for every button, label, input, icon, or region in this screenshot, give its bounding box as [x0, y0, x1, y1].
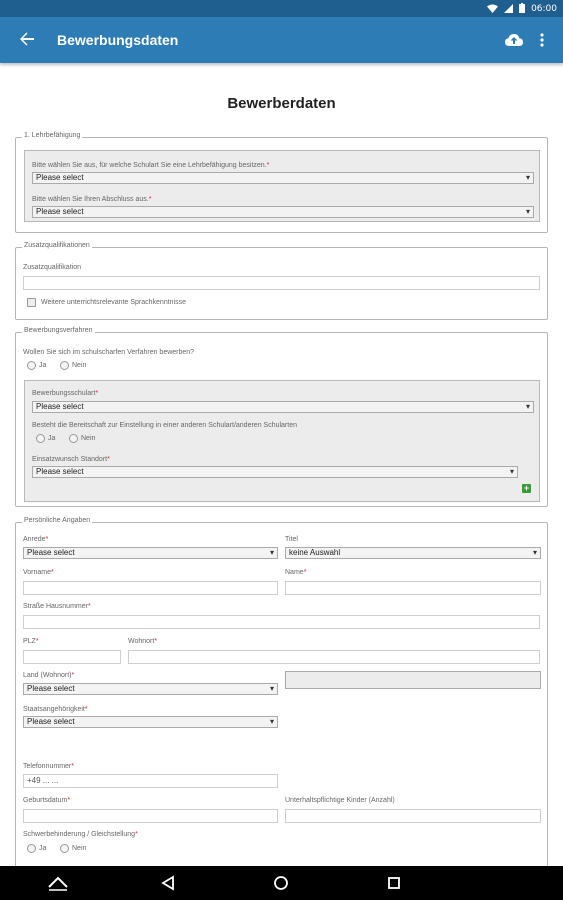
- strasse-input[interactable]: [23, 615, 540, 629]
- section-zusatzqualifikationen: [15, 242, 548, 320]
- radio-label: Nein: [72, 845, 87, 852]
- radio-label: Ja: [39, 845, 47, 852]
- wohnort-label: Wohnort*: [128, 638, 158, 645]
- standort-select[interactable]: Please select ▾: [32, 466, 518, 478]
- section-persoenliche-angaben: [15, 517, 548, 866]
- bewerbungsschulart-label: Bewerbungsschulart*: [32, 390, 99, 397]
- schwerbehinderung-label: Schwerbehinderung / Gleichstellung*: [23, 831, 138, 838]
- nav-back-icon[interactable]: [157, 873, 181, 893]
- strasse-label: Straße Hausnummer*: [23, 603, 91, 610]
- navigation-bar: [0, 866, 563, 900]
- plz-label: PLZ*: [23, 638, 39, 645]
- geburtsdatum-input[interactable]: [23, 809, 278, 823]
- signal-icon: [504, 4, 513, 15]
- name-label: Name*: [285, 569, 307, 576]
- sprachkenntnisse-checkbox[interactable]: [27, 298, 186, 307]
- schulscharf-ja-radio[interactable]: [27, 361, 46, 370]
- radio-label: Ja: [48, 435, 56, 442]
- bewerbungsschulart-select[interactable]: Please select ▾: [32, 401, 534, 413]
- land-other-input[interactable]: [285, 671, 541, 689]
- section-legend: Persönliche Angaben: [24, 517, 91, 524]
- schwerbehinderung-ja-radio[interactable]: [27, 844, 46, 853]
- wohnort-input[interactable]: [128, 650, 540, 664]
- geburtsdatum-label: Geburtsdatum*: [23, 797, 71, 804]
- wifi-icon: [487, 4, 498, 15]
- battery-icon: [519, 3, 525, 15]
- app-title: Bewerbungsdaten: [57, 32, 179, 48]
- kinder-label: Unterhaltspflichtige Kinder (Anzahl): [285, 797, 395, 804]
- kinder-input[interactable]: [285, 809, 541, 823]
- nav-keyboard-hide-icon[interactable]: [46, 873, 70, 893]
- arrow-left-icon[interactable]: [14, 27, 40, 53]
- telefon-label: Telefonnummer*: [23, 763, 74, 770]
- schwerbehinderung-nein-radio[interactable]: [60, 844, 86, 853]
- lehrbefaehigung-box: [24, 150, 540, 222]
- land-select[interactable]: Please select ▾: [23, 683, 278, 695]
- bereitschaft-label: Besteht die Bereitschaft zur Einstellung in einer anderen Schulart/anderen Schularten: [32, 422, 297, 429]
- page-title: Bewerberdaten: [227, 95, 336, 112]
- radio-dot[interactable]: [60, 844, 69, 853]
- titel-label: Titel: [285, 536, 298, 543]
- nav-home-icon[interactable]: [269, 873, 293, 893]
- plz-input[interactable]: [23, 650, 121, 664]
- vorname-label: Vorname*: [23, 569, 54, 576]
- radio-label: Nein: [81, 435, 96, 442]
- telefon-input[interactable]: +49 ... ...: [23, 774, 278, 788]
- schulscharf-nein-radio[interactable]: [60, 361, 86, 370]
- section-legend: 1. Lehrbefähigung: [24, 132, 81, 139]
- more-vertical-icon[interactable]: [532, 29, 552, 51]
- radio-label: Nein: [72, 362, 87, 369]
- abschluss-select[interactable]: Please select ▾: [32, 206, 534, 218]
- land-label: Land (Wohnort)*: [23, 672, 75, 679]
- nav-recent-icon[interactable]: [382, 873, 406, 893]
- bewerbungsverfahren-box: [24, 380, 540, 502]
- name-input[interactable]: [285, 581, 541, 595]
- abschluss-label: Bitte wählen Sie Ihren Abschluss aus.*: [32, 196, 152, 203]
- radio-dot[interactable]: [60, 361, 69, 370]
- schulscharf-question: Wollen Sie sich im schulscharfen Verfahren bewerben?: [23, 349, 195, 356]
- app-bar: [0, 17, 563, 63]
- bereitschaft-ja-radio[interactable]: [36, 434, 55, 443]
- plus-icon[interactable]: +: [523, 483, 530, 493]
- radio-dot[interactable]: [36, 434, 45, 443]
- section-lehrbefaehigung: [15, 132, 548, 233]
- radio-dot[interactable]: [27, 844, 36, 853]
- status-bar: [0, 0, 563, 17]
- vorname-input[interactable]: [23, 581, 278, 595]
- sprachkenntnisse-label: Weitere unterrichtsrelevante Sprachkenntnisse: [41, 299, 187, 306]
- zusatz-label: Zusatzqualifikation: [23, 264, 81, 271]
- radio-label: Ja: [39, 362, 47, 369]
- anrede-select[interactable]: Please select ▾: [23, 547, 278, 559]
- zusatz-input[interactable]: [23, 276, 540, 290]
- radio-dot[interactable]: [27, 361, 36, 370]
- standort-label: Einsatzwunsch Standort*: [32, 456, 110, 463]
- form-content[interactable]: [0, 63, 563, 866]
- staatsangehoerigkeit-label: Staatsangehörigkeit*: [23, 706, 88, 713]
- anrede-label: Anrede*: [23, 536, 49, 543]
- checkbox-box[interactable]: [27, 298, 36, 307]
- schulart-label: Bitte wählen Sie aus, für welche Schulart Sie eine Lehrbefähigung besitzen.*: [32, 162, 270, 169]
- section-legend: Bewerbungsverfahren: [24, 327, 93, 334]
- section-legend: Zusatzqualifikationen: [24, 242, 90, 249]
- titel-select[interactable]: keine Auswahl ▾: [285, 547, 541, 559]
- clock: 06:00: [531, 4, 557, 14]
- bereitschaft-nein-radio[interactable]: [69, 434, 95, 443]
- cloud-upload-icon[interactable]: [504, 30, 524, 50]
- staatsangehoerigkeit-select[interactable]: Please select ▾: [23, 716, 278, 728]
- section-bewerbungsverfahren: [15, 327, 548, 507]
- radio-dot[interactable]: [69, 434, 78, 443]
- schulart-select[interactable]: Please select ▾: [32, 172, 534, 184]
